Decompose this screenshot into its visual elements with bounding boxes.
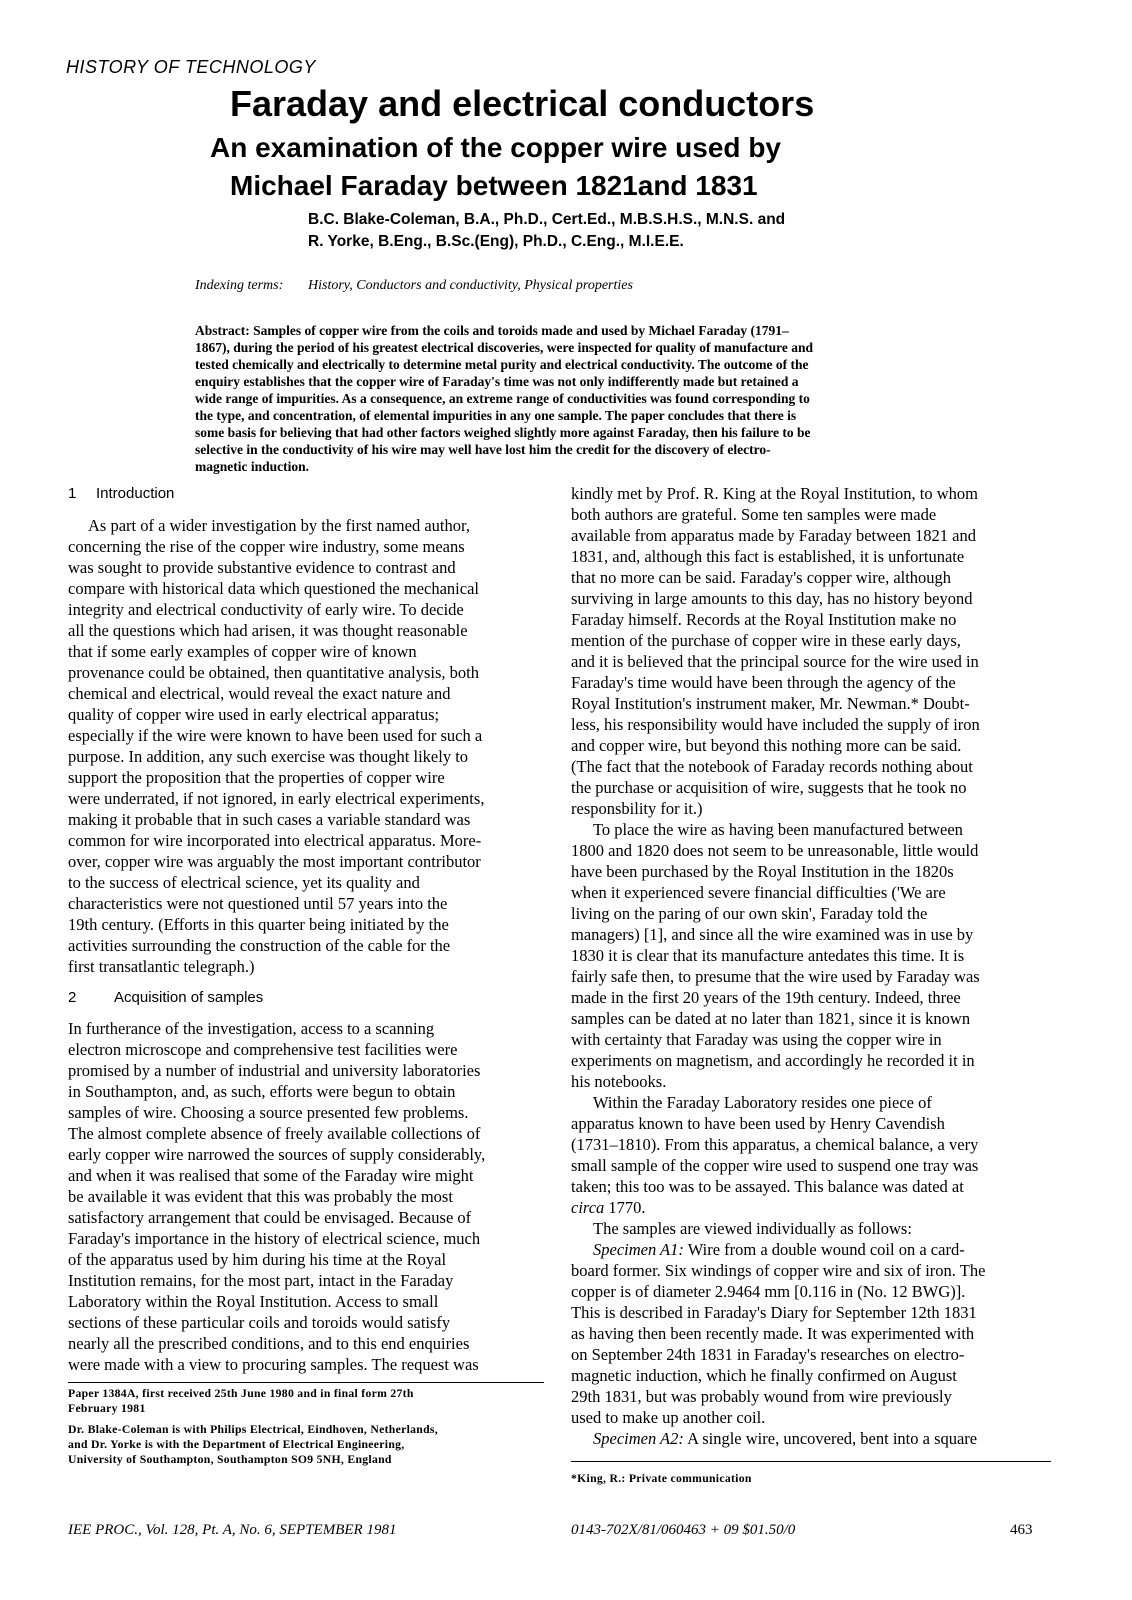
abstract-line: the type, and concentration, of elemental impurities in any one sample. The paper concludes that there is [195, 408, 797, 423]
specimen-label: Specimen A1: [593, 1240, 684, 1259]
body-line: of the apparatus used by him during his time at the Royal [68, 1250, 447, 1269]
body-line: samples can be dated at no later than 1821, since it is known [571, 1009, 971, 1028]
abstract-line: wide range of impurities. As a consequence, an extreme range of conductivities was found corresponding to [195, 391, 810, 406]
body-line: 1830 it is clear that its manufacture antedates this time. It is [571, 946, 965, 965]
indexing-terms: History, Conductors and conductivity, Physical properties [308, 278, 633, 293]
body-line: early copper wire narrowed the sources of supply considerably, [68, 1145, 486, 1164]
body-line: As part of a wider investigation by the first named author, [88, 516, 470, 535]
body-line: and copper wire, but beyond this nothing more can be said. [571, 736, 962, 755]
body-line: 1800 and 1820 does not seem to be unreasonable, little would [571, 841, 979, 860]
body-line: Laboratory within the Royal Institution. Access to small [68, 1292, 439, 1311]
footnote-rule-right [571, 1461, 1051, 1462]
body-line: over, copper wire was arguably the most important contributor [68, 852, 481, 871]
body-line: surviving in large amounts to this day, has no history beyond [571, 589, 973, 608]
body-line: living on the paring of our own skin', Faraday told the [571, 904, 928, 923]
body-line: promised by a number of industrial and university laboratories [68, 1061, 481, 1080]
body-line: apparatus known to have been used by Henry Cavendish [571, 1114, 945, 1133]
body-line: were made with a view to procuring samples. The request was [68, 1355, 479, 1374]
body-line: when it experienced severe financial difficulties ('We are [571, 883, 946, 902]
body-line: the purchase or acquisition of wire, suggests that he took no [571, 778, 967, 797]
body-line: kindly met by Prof. R. King at the Royal Institution, to whom [571, 484, 978, 503]
body-line: made in the first 20 years of the 19th century. Indeed, three [571, 988, 961, 1007]
body-line: that no more can be said. Faraday's copper wire, although [571, 568, 952, 587]
body-line: electron microscope and comprehensive test facilities were [68, 1040, 458, 1059]
abstract-line: Abstract: Samples of copper wire from the coils and toroids made and used by Michael Faraday (1791– [195, 323, 789, 338]
body-line: in Southampton, and, as such, efforts were begun to obtain [68, 1082, 456, 1101]
body-line: nearly all the prescribed conditions, and to this end enquiries [68, 1334, 470, 1353]
body-line: fairly safe then, to presume that the wire used by Faraday was [571, 967, 980, 986]
body-line: Royal Institution's instrument maker, Mr. Newman.* Doubt- [571, 694, 970, 713]
footer-code: 0143-702X/81/060463 + 09 $01.50/0 [571, 1522, 796, 1538]
circa-year: 1770. [604, 1198, 646, 1217]
paper-subtitle-line-1: An examination of the copper wire used by [210, 132, 781, 163]
paper-title: Faraday and electrical conductors [230, 83, 815, 124]
body-line: Faraday himself. Records at the Royal Institution make no [571, 610, 957, 629]
footnote-line: Dr. Blake-Coleman is with Philips Electrical, Eindhoven, Netherlands, [68, 1423, 438, 1436]
body-line: (1731–1810). From this apparatus, a chemical balance, a very [571, 1135, 979, 1154]
body-line: both authors are grateful. Some ten samples were made [571, 505, 937, 524]
footnote-line: University of Southampton, Southampton SO9 5NH, England [68, 1453, 392, 1466]
body-line: that if some early examples of copper wire of known [68, 642, 417, 661]
body-line: Within the Faraday Laboratory resides one piece of [593, 1093, 932, 1112]
body-line: Faraday's time would have been through the agency of the [571, 673, 956, 692]
body-line: making it probable that in such cases a variable standard was [68, 810, 471, 829]
body-line: 1831, and, although this fact is established, it is unfortunate [571, 547, 965, 566]
body-line: used to make up another coil. [571, 1408, 766, 1427]
section-number: 2 [68, 989, 77, 1006]
abstract-line: 1867), during the period of his greatest electrical discoveries, were inspected for quality of manufacture and [195, 340, 814, 355]
body-line: Institution remains, for the most part, intact in the Faraday [68, 1271, 454, 1290]
paper-subtitle-line-2: Michael Faraday between 1821and 1831 [230, 170, 758, 201]
body-line: all the questions which had arisen, it was thought reasonable [68, 621, 468, 640]
body-line: characteristics were not questioned until 57 years into the [68, 894, 448, 913]
body-line: his notebooks. [571, 1072, 667, 1091]
body-line: on September 24th 1831 in Faraday's researches on electro- [571, 1345, 965, 1364]
body-line: The almost complete absence of freely available collections of [68, 1124, 481, 1143]
body-line: board former. Six windings of copper wire and six of iron. The [571, 1261, 986, 1280]
body-line [571, 1200, 646, 1217]
section-number: 1 [68, 485, 77, 502]
body-line: less, his responsibility would have included the supply of iron [571, 715, 980, 734]
abstract-line: some basis for believing that had other factors weighed slightly more against Faraday, then his failure to be [195, 425, 811, 440]
body-line: copper is of diameter 2.9464 mm [0.116 in (No. 12 BWG)]. [571, 1282, 966, 1301]
specimen-label: Specimen A2: [593, 1429, 684, 1448]
body-line: quality of copper wire used in early electrical apparatus; [68, 705, 440, 724]
body-line: magnetic induction, which he finally confirmed on August [571, 1366, 957, 1385]
body-line: available from apparatus made by Faraday between 1821 and [571, 526, 977, 545]
footer-journal: IEE PROC., Vol. 128, Pt. A, No. 6, SEPTEMBER 1981 [68, 1522, 397, 1538]
body-line: taken; this too was to be assayed. This balance was dated at [571, 1177, 964, 1196]
abstract-line: selective in the conductivity of his wire may well have lost him the credit for the discovery of electro- [195, 442, 771, 457]
section-heading: Introduction [96, 485, 175, 502]
specimen-text: A single wire, uncovered, bent into a square [683, 1429, 978, 1448]
body-line: 19th century. (Efforts in this quarter being initiated by the [68, 915, 449, 934]
body-line: be available it was evident that this was probably the most [68, 1187, 453, 1206]
specimen-text: Wire from a double wound coil on a card- [683, 1240, 965, 1259]
abstract-line: magnetic induction. [195, 459, 310, 474]
body-line: purpose. In addition, any such exercise was thought likely to [68, 747, 469, 766]
indexing-label: Indexing terms: [195, 278, 284, 293]
body-line: provenance could be obtained, then quantitative analysis, both [68, 663, 480, 682]
body-line: The samples are viewed individually as follows: [593, 1219, 912, 1238]
body-line: have been purchased by the Royal Institution in the 1820s [571, 862, 954, 881]
body-line: To place the wire as having been manufactured between [593, 820, 963, 839]
body-line: to the success of electrical science, yet its quality and [68, 873, 420, 892]
body-line: especially if the wire were known to have been used for such a [68, 726, 483, 745]
body-line: small sample of the copper wire used to suspend one tray was [571, 1156, 979, 1175]
footnote-right: *King, R.: Private communication [571, 1472, 752, 1485]
body-line: support the proposition that the properties of copper wire [68, 768, 445, 787]
body-line [593, 1242, 965, 1259]
body-line: satisfactory arrangement that could be envisaged. Because of [68, 1208, 472, 1227]
body-line: 29th 1831, but was probably wound from wire previously [571, 1387, 952, 1406]
body-line: Faraday's importance in the history of electrical science, much [68, 1229, 481, 1248]
body-line: first transatlantic telegraph.) [68, 957, 255, 976]
body-line: compare with historical data which questioned the mechanical [68, 579, 479, 598]
body-line: integrity and electrical conductivity of early wire. To decide [68, 600, 464, 619]
footnote-rule-left [68, 1382, 544, 1383]
abstract-line: enquiry establishes that the copper wire of Faraday's time was not only indifferently made but retained a [195, 374, 799, 389]
footnote-line: and Dr. Yorke is with the Department of Electrical Engineering, [68, 1438, 405, 1451]
body-line: This is described in Faraday's Diary for September 12th 1831 [571, 1303, 977, 1322]
body-line: mention of the purchase of copper wire in these early days, [571, 631, 961, 650]
body-line: sections of these particular coils and toroids would satisfy [68, 1313, 451, 1332]
section-heading: Acquisition of samples [114, 989, 264, 1006]
footnote-line: February 1981 [68, 1402, 146, 1415]
abstract-line: tested chemically and electrically to determine metal purity and electrical conductivity. The outcome of the [195, 357, 809, 372]
body-line [593, 1431, 977, 1448]
footnote-line: Paper 1384A, first received 25th June 1980 and in final form 27th [68, 1387, 414, 1400]
body-line: was sought to provide substantive evidence to contrast and [68, 558, 456, 577]
author-line-1: B.C. Blake-Coleman, B.A., Ph.D., Cert.Ed., M.B.S.H.S., M.N.S. and [308, 211, 786, 228]
body-line: In furtherance of the investigation, access to a scanning [68, 1019, 435, 1038]
body-line: common for wire incorporated into electrical apparatus. More- [68, 831, 482, 850]
body-line: were underrated, if not ignored, in early electrical experiments, [68, 789, 485, 808]
body-line: and when it was realised that some of the Faraday wire might [68, 1166, 474, 1185]
body-line: managers) [1], and since all the wire examined was in use by [571, 925, 974, 944]
section-label: HISTORY OF TECHNOLOGY [66, 57, 316, 77]
body-line: and it is believed that the principal source for the wire used in [571, 652, 979, 671]
body-line: with certainty that Faraday was using the copper wire in [571, 1030, 942, 1049]
body-line: activities surrounding the construction of the cable for the [68, 936, 451, 955]
author-line-2: R. Yorke, B.Eng., B.Sc.(Eng), Ph.D., C.Eng., M.I.E.E. [308, 233, 684, 250]
body-line: responsbility for it.) [571, 799, 703, 818]
body-line: experiments on magnetism, and accordingly he recorded it in [571, 1051, 975, 1070]
body-line: concerning the rise of the copper wire industry, some means [68, 537, 465, 556]
body-line: chemical and electrical, would reveal the exact nature and [68, 684, 451, 703]
body-line: as having then been recently made. It was experimented with [571, 1324, 975, 1343]
circa-word: circa [571, 1198, 605, 1217]
body-line: (The fact that the notebook of Faraday records nothing about [571, 757, 973, 776]
page-number: 463 [1010, 1522, 1033, 1538]
body-line: samples of wire. Choosing a source presented few problems. [68, 1103, 469, 1122]
